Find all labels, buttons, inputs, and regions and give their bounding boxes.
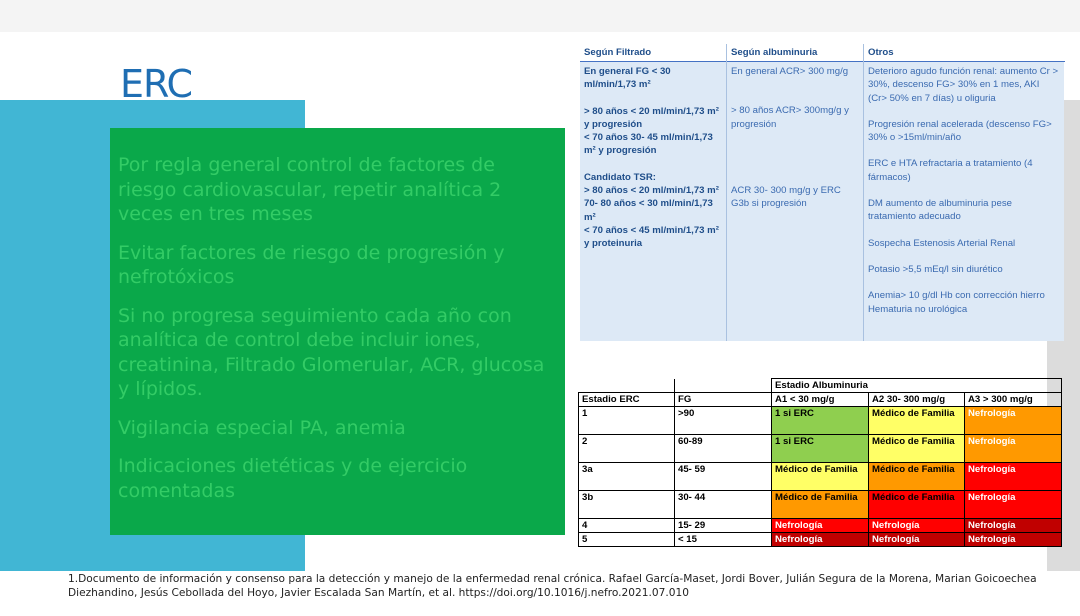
a1-cell: Médico de Familia bbox=[772, 463, 869, 491]
citation-footnote: 1.Documento de información y consenso para la detección y manejo de la enfermedad renal crónica. Rafael García-Maset, Jordi Bover, Julián Segura de la Morena, Marian Goicoechea Diezhandino, Jesús Cebollada del Hoyo, Javier Escalada San Martín, et al. https://doi.org/10.1016/j.nefro.2021.07.010 bbox=[68, 573, 1037, 599]
bullet-item: Si no progresa seguimiento cada año con analítica de control debe incluir iones, creatinina, Filtrado Glomerular, ACR, glucosa y lípidos. bbox=[118, 304, 545, 400]
stage-cell: 3b bbox=[579, 491, 675, 519]
candidato-over-80: > 80 años < 20 ml/min/1,73 m² bbox=[584, 185, 719, 197]
filtrado-column bbox=[580, 44, 726, 341]
table-row bbox=[579, 491, 1062, 519]
table-row bbox=[579, 519, 1062, 533]
top-band bbox=[0, 0, 1080, 32]
albuminuria-general: En general ACR> 300 mg/g bbox=[731, 66, 849, 77]
table-row bbox=[579, 463, 1062, 491]
fg-cell: >90 bbox=[675, 407, 772, 435]
otros-item: Anemia> 10 g/dl Hb con corrección hierro bbox=[868, 290, 1045, 302]
stage-cell: 1 bbox=[579, 407, 675, 435]
table-row bbox=[579, 379, 1062, 393]
a2-cell: Nefrología bbox=[869, 519, 965, 533]
stage-cell: 2 bbox=[579, 435, 675, 463]
a2-cell: Médico de Familia bbox=[869, 491, 965, 519]
header-albuminuria: Según albuminuria bbox=[727, 44, 864, 62]
bullet-list bbox=[118, 153, 548, 517]
stage-cell: 3a bbox=[579, 463, 675, 491]
referral-criteria-table bbox=[580, 44, 1064, 341]
slide-title: ERC bbox=[120, 62, 193, 106]
a3-cell: Nefrología bbox=[965, 519, 1062, 533]
a2-cell: Nefrología bbox=[869, 533, 965, 547]
ckd-stage-table bbox=[578, 378, 1062, 547]
a2-cell: Médico de Familia bbox=[869, 463, 965, 491]
filtrado-under-70: < 70 años 30- 45 ml/min/1,73 m² y progresión bbox=[584, 132, 713, 157]
otros-item: Progresión renal acelerada (descenso FG> 30% o >15ml/min/año bbox=[868, 118, 1052, 144]
a2-cell: Médico de Familia bbox=[869, 435, 965, 463]
fg-cell: < 15 bbox=[675, 533, 772, 547]
col-header-a1: A1 < 30 mg/g bbox=[772, 393, 869, 407]
otros-item: DM aumento de albuminuria pese tratamiento adecuado bbox=[868, 198, 1012, 223]
albuminuria-group-header: Estadio Albuminuria bbox=[772, 379, 1062, 393]
a1-cell: Médico de Familia bbox=[772, 491, 869, 519]
table-row bbox=[579, 435, 1062, 463]
col-header-a3: A3 > 300 mg/g bbox=[965, 393, 1062, 407]
bullet-item: Vigilancia especial PA, anemia bbox=[118, 416, 406, 439]
a3-cell: Nefrología bbox=[965, 491, 1062, 519]
bullet-item: Indicaciones dietéticas y de ejercicio comentadas bbox=[118, 455, 468, 502]
otros-item: Potasio >5,5 mEq/l sin diurético bbox=[868, 263, 1003, 275]
filtrado-general: En general FG < 30 ml/min/1,73 m² bbox=[584, 66, 671, 91]
a3-cell: Nefrología bbox=[965, 463, 1062, 491]
stage-cell: 4 bbox=[579, 519, 675, 533]
table-row bbox=[579, 533, 1062, 547]
candidato-tsr-label: Candidato TSR: bbox=[584, 171, 656, 183]
otros-column bbox=[863, 44, 1065, 341]
a1-cell: Nefrología bbox=[772, 533, 869, 547]
bullet-item: Evitar factores de riesgo de progresión y nefrotóxicos bbox=[118, 241, 505, 288]
albuminuria-g3b: ACR 30- 300 mg/g y ERC G3b si progresión bbox=[731, 184, 841, 210]
header-filtrado: Según Filtrado bbox=[580, 44, 726, 62]
a3-cell: Nefrología bbox=[965, 407, 1062, 435]
col-header-stage: Estadio ERC bbox=[579, 393, 675, 407]
fg-cell: 45- 59 bbox=[675, 463, 772, 491]
otros-item: Hematuria no urológica bbox=[868, 303, 968, 315]
otros-item: Sospecha Estenosis Arterial Renal bbox=[868, 237, 1016, 249]
col-header-fg: FG bbox=[675, 393, 772, 407]
a1-cell: Nefrología bbox=[772, 519, 869, 533]
table-row bbox=[579, 407, 1062, 435]
table-row bbox=[579, 393, 1062, 407]
a3-cell: Nefrología bbox=[965, 435, 1062, 463]
a2-cell: Médico de Familia bbox=[869, 407, 965, 435]
fg-cell: 60-89 bbox=[675, 435, 772, 463]
a3-cell: Nefrología bbox=[965, 533, 1062, 547]
fg-cell: 30- 44 bbox=[675, 491, 772, 519]
albuminuria-over-80: > 80 años ACR> 300mg/g y progresión bbox=[731, 105, 849, 130]
candidato-under-70: < 70 años < 45 ml/min/1,73 m² y proteinuria bbox=[584, 224, 719, 250]
bullet-item: Por regla general control de factores de riesgo cardiovascular, repetir analítica 2 veces en tres meses bbox=[118, 154, 502, 225]
col-header-a2: A2 30- 300 mg/g bbox=[869, 393, 965, 407]
stage-cell: 5 bbox=[579, 533, 675, 547]
albuminuria-column bbox=[726, 44, 864, 341]
header-otros: Otros bbox=[864, 44, 1065, 62]
otros-item: Deterioro agudo función renal: aumento Cr > 30%, descenso FG> 30% en 1 mes, AKI (Cr> 50% en 7 días) u oliguria bbox=[868, 66, 1059, 104]
a1-cell: 1 si ERC bbox=[772, 435, 869, 463]
candidato-70-80: 70- 80 años < 30 ml/min/1,73 m² bbox=[584, 198, 713, 223]
a1-cell: 1 si ERC bbox=[772, 407, 869, 435]
fg-cell: 15- 29 bbox=[675, 519, 772, 533]
filtrado-over-80: > 80 años < 20 ml/min/1,73 m² y progresión bbox=[584, 105, 719, 130]
otros-item: ERC e HTA refractaria a tratamiento (4 fármacos) bbox=[868, 158, 1033, 183]
